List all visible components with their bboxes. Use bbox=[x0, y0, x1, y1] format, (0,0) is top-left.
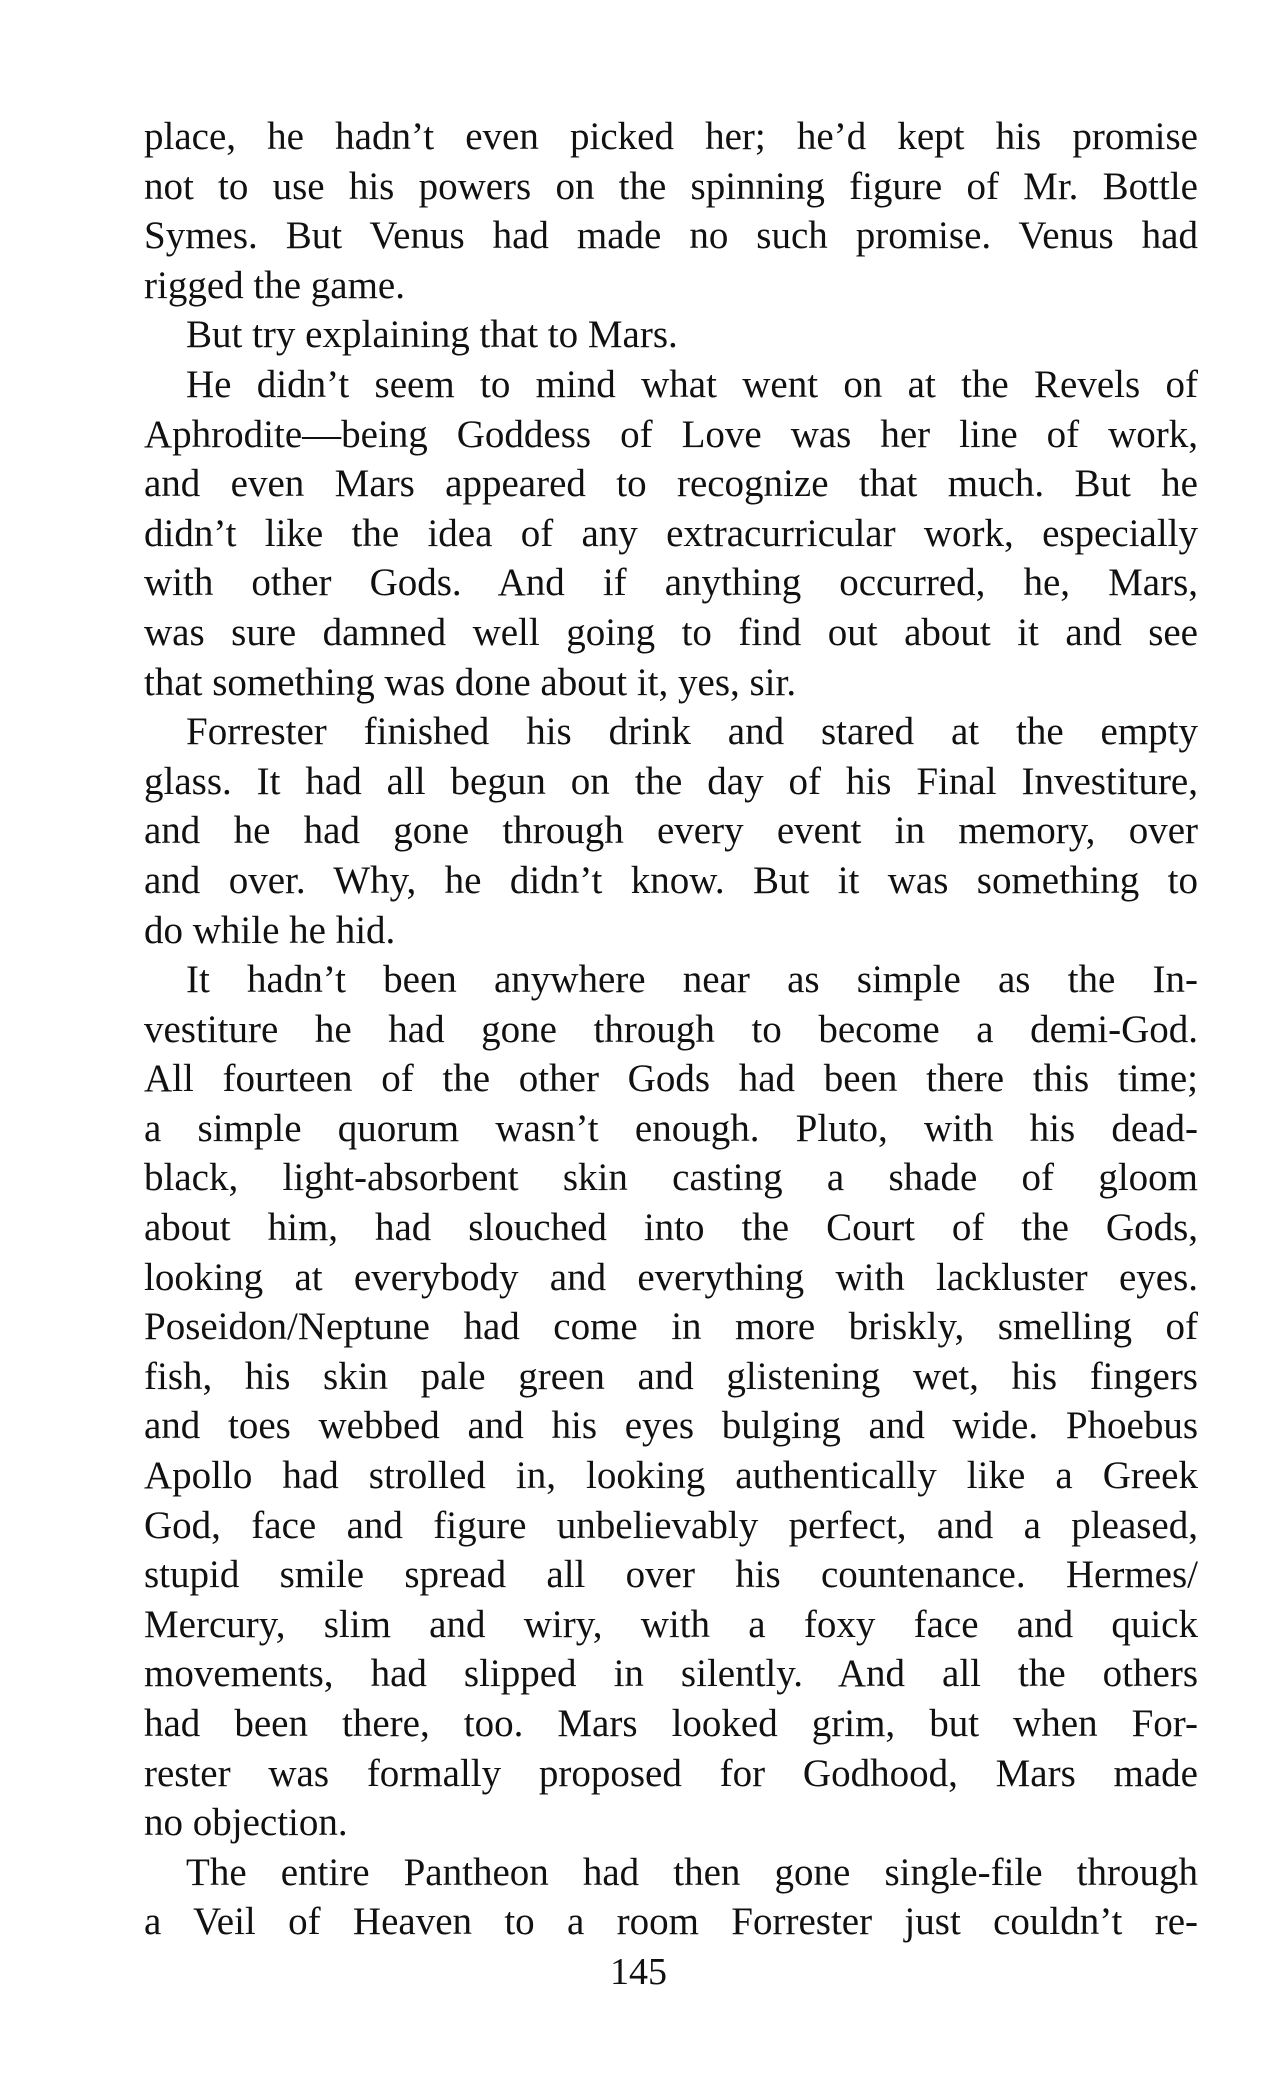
text-line: glass. It had all begun on the day of his Final Investiture, bbox=[144, 759, 1198, 803]
text-line: and even Mars appeared to recognize that much. But he bbox=[144, 462, 1198, 506]
text-line: didn’t like the idea of any extracurricular work, especially bbox=[144, 511, 1198, 555]
paragraph bbox=[144, 360, 1198, 707]
text-line: All fourteen of the other Gods had been there this time; bbox=[144, 1057, 1198, 1101]
text-line: not to use his powers on the spinning figure of Mr. Bottle bbox=[144, 164, 1198, 208]
paragraph bbox=[144, 1848, 1198, 1947]
text-line: place, he hadn’t even picked her; he’d kept his promise bbox=[144, 115, 1198, 158]
text-line: Poseidon/Neptune had come in more briskly, smelling of bbox=[144, 1305, 1198, 1349]
paragraph bbox=[144, 310, 1198, 360]
text-line: do while he hid. bbox=[144, 908, 396, 952]
paragraph bbox=[144, 955, 1198, 1848]
text-line: Forrester finished his drink and stared at the empty bbox=[186, 710, 1198, 754]
text-line: about him, had slouched into the Court of the Gods, bbox=[144, 1206, 1198, 1250]
text-line: He didn’t seem to mind what went on at the Revels of bbox=[186, 362, 1198, 406]
text-line: a Veil of Heaven to a room Forrester just couldn’t re- bbox=[144, 1900, 1198, 1944]
text-line: vestiture he had gone through to become a demi-God. bbox=[144, 1007, 1198, 1051]
text-line: and over. Why, he didn’t know. But it was something to bbox=[144, 858, 1198, 902]
text-line: had been there, too. Mars looked grim, but when For- bbox=[144, 1702, 1198, 1745]
text-line: God, face and figure unbelievably perfect, and a pleased, bbox=[144, 1503, 1198, 1547]
text-line: rester was formally proposed for Godhood, Mars made bbox=[144, 1751, 1198, 1795]
text-line: that something was done about it, yes, sir. bbox=[144, 660, 797, 704]
text-line: black, light-absorbent skin casting a shade of gloom bbox=[144, 1156, 1198, 1200]
text-line: But try explaining that to Mars. bbox=[186, 313, 678, 357]
text-line: Mercury, slim and wiry, with a foxy face and quick bbox=[144, 1602, 1198, 1646]
text-line: movements, had slipped in silently. And all the others bbox=[144, 1652, 1198, 1696]
text-line: stupid smile spread all over his countenance. Hermes/ bbox=[144, 1553, 1198, 1597]
text-line: Aphrodite—being Goddess of Love was her line of work, bbox=[144, 412, 1198, 456]
text-line: no objection. bbox=[144, 1801, 348, 1845]
text-line: looking at everybody and everything with lackluster eyes. bbox=[144, 1255, 1198, 1299]
paragraph bbox=[144, 707, 1198, 955]
text-line: Symes. But Venus had made no such promise. Venus had bbox=[144, 214, 1198, 258]
text-line: rigged the game. bbox=[144, 263, 405, 307]
text-line: and toes webbed and his eyes bulging and wide. Phoebus bbox=[144, 1404, 1198, 1448]
text-line: was sure damned well going to find out about it and see bbox=[144, 610, 1198, 654]
text-line: fish, his skin pale green and glistening wet, his fingers bbox=[144, 1354, 1198, 1398]
text-line: with other Gods. And if anything occurred, he, Mars, bbox=[144, 561, 1198, 605]
paragraph bbox=[144, 112, 1198, 310]
text-line: It hadn’t been anywhere near as simple as the In- bbox=[186, 958, 1198, 1002]
book-page-text bbox=[144, 112, 1198, 1947]
text-line: Apollo had strolled in, looking authentically like a Greek bbox=[144, 1454, 1198, 1498]
page-number: 145 bbox=[610, 1951, 667, 1993]
text-line: The entire Pantheon had then gone single-file through bbox=[186, 1850, 1198, 1894]
text-line: and he had gone through every event in memory, over bbox=[144, 809, 1198, 853]
text-line: a simple quorum wasn’t enough. Pluto, with his dead- bbox=[144, 1106, 1198, 1150]
